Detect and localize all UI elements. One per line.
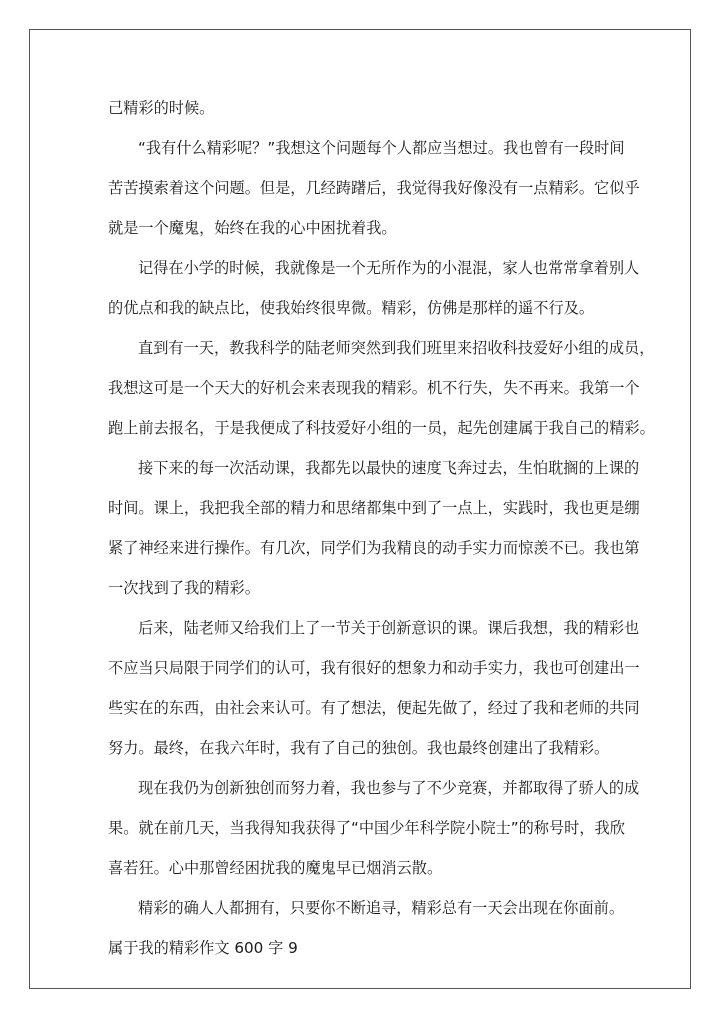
text-line: 一次找到了我的精彩。 (108, 579, 260, 597)
text-line: 紧了神经来进行操作。有几次，同学们为我精良的动手实力而惊羡不已。我也第 (108, 539, 640, 557)
paragraph-start-line: 记得在小学的时候，我就像是一个无所作为的小混混，家人也常常拿着别人 (138, 259, 640, 277)
article-body (108, 88, 655, 968)
next-essay-title: 属于我的精彩作文 600 字 9 (108, 939, 298, 957)
text-line: 喜若狂。心中那曾经困扰我的魔鬼早已烟消云散。 (108, 859, 443, 877)
paragraph-start-line: 直到有一天，教我科学的陆老师突然到我们班里来招收科技爱好小组的成员， (138, 339, 655, 357)
paragraph-start-line: 现在我仍为创新独创而努力着，我也参与了不少竞赛，并都取得了骄人的成 (138, 779, 640, 797)
paragraph-start-line: 后来，陆老师又给我们上了一节关于创新意识的课。课后我想，我的精彩也 (138, 619, 640, 637)
text-line: 不应当只局限于同学们的认可，我有很好的想象力和动手实力，我也可创建出一 (108, 659, 640, 677)
text-line: 就是一个魔鬼，始终在我的心中困扰着我。 (108, 219, 397, 237)
text-line: 努力。最终，在我六年时，我有了自己的独创。我也最终创建出了我精彩。 (108, 739, 610, 757)
text-line: 些实在的东西，由社会来认可。有了想法，便起先做了，经过了我和老师的共同 (108, 699, 640, 717)
text-line: 我想这可是一个天大的好机会来表现我的精彩。机不行失，失不再来。我第一个 (108, 379, 640, 397)
paragraph-start-line: 精彩的确人人都拥有，只要你不断追寻，精彩总有一天会出现在你面前。 (138, 899, 624, 917)
text-line: 跑上前去报名，于是我便成了科技爱好小组的一员，起先创建属于我自己的精彩。 (108, 419, 655, 437)
paragraph-start-line: 接下来的每一次活动课，我都先以最快的速度飞奔过去，生怕耽搁的上课的 (138, 459, 640, 477)
text-line: 苦苦摸索着这个问题。但是，几经踌躇后，我觉得我好像没有一点精彩。它似乎 (108, 179, 640, 197)
paragraph-start-line: “我有什么精彩呢？”我想这个问题每个人都应当想过。我也曾有一段时间 (138, 139, 625, 157)
text-line: 的优点和我的缺点比，使我始终很卑微。精彩，仿佛是那样的遥不行及。 (108, 299, 594, 317)
text-line: 时间。课上，我把我全部的精力和思绪都集中到了一点上，实践时，我也更是绷 (108, 499, 640, 517)
text-line: 己精彩的时候。 (108, 99, 215, 117)
text-line: 果。就在前几天，当我得知我获得了“中国少年科学院小院士”的称号时，我欣 (108, 819, 625, 837)
